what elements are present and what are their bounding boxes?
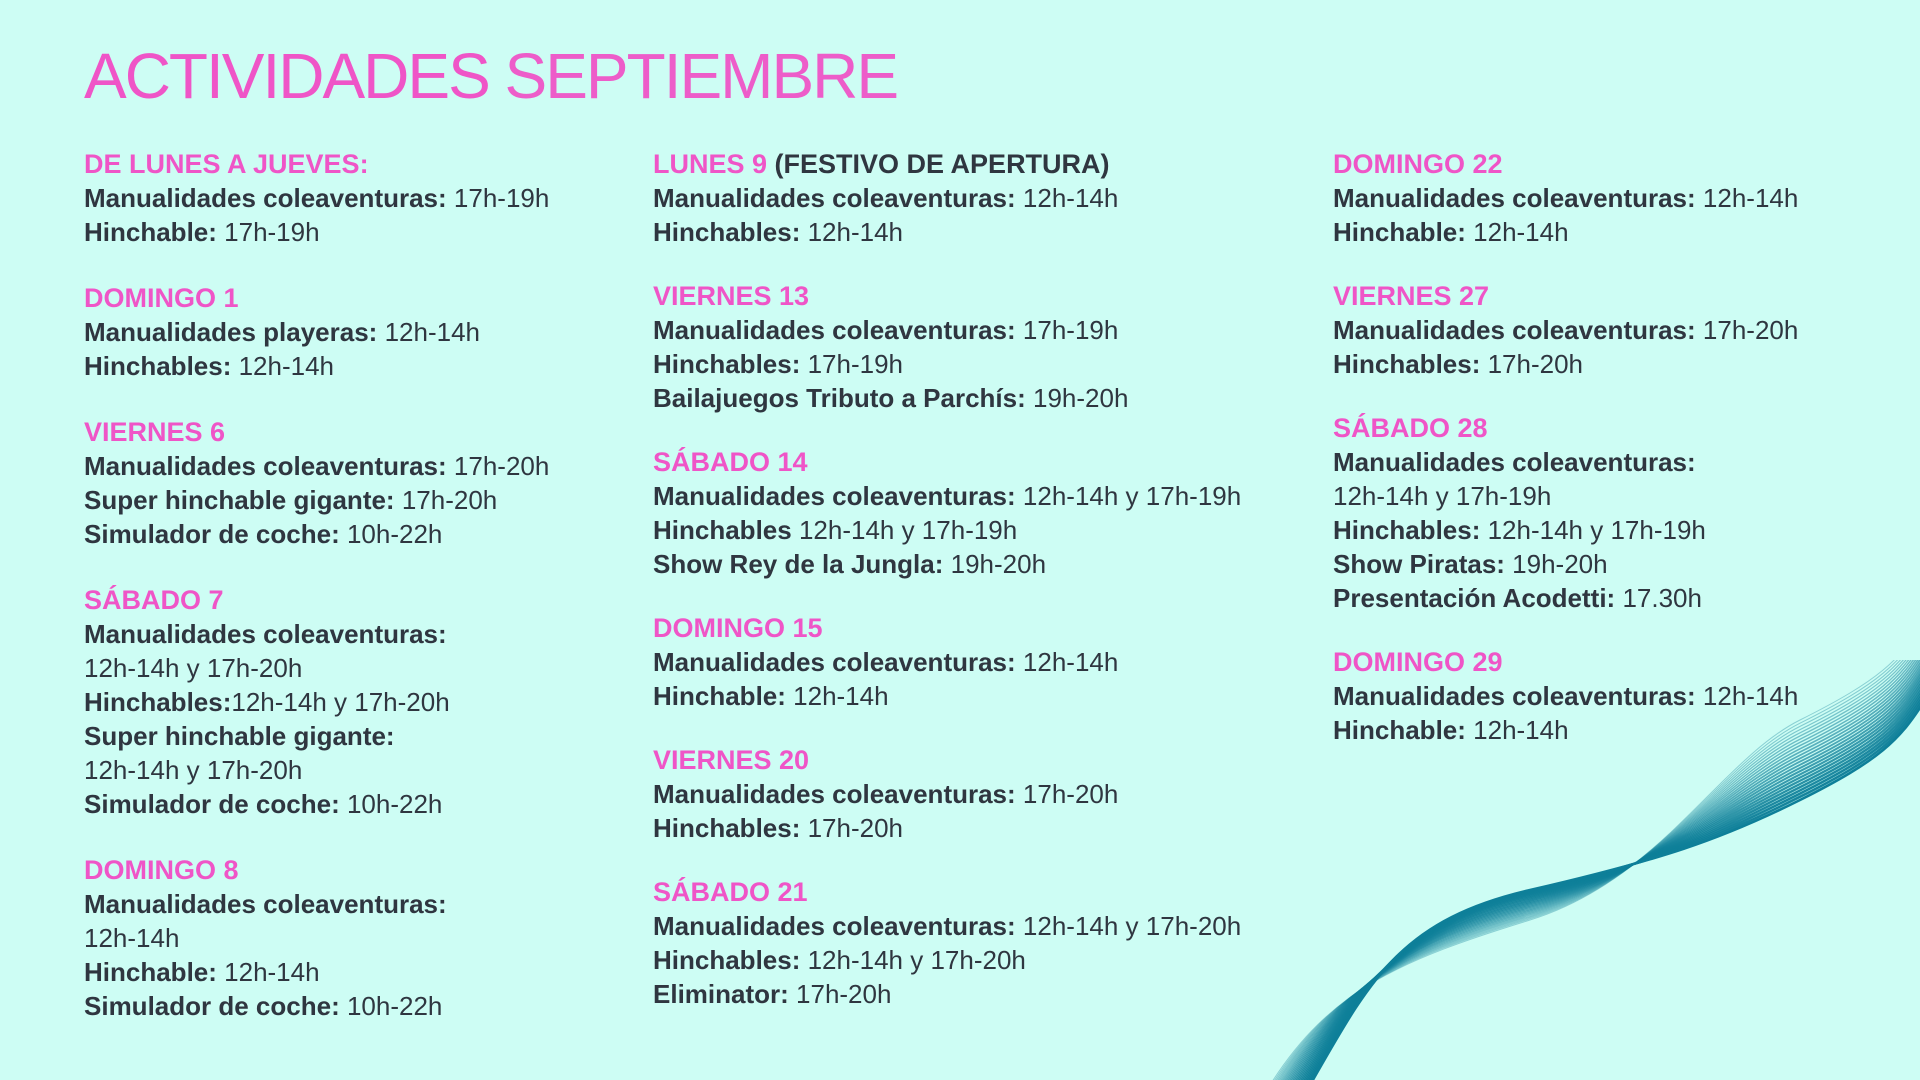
activity-line xyxy=(1333,347,1893,381)
activity-line xyxy=(84,753,644,787)
activity-time: 17h-20h xyxy=(1695,315,1799,345)
activity-name: Hinchables xyxy=(653,515,792,545)
day-heading xyxy=(653,445,1333,479)
activity-name: Super hinchable gigante: xyxy=(84,721,395,751)
activity-time: 19h-20h xyxy=(1504,549,1608,579)
activity-time: 17h-20h xyxy=(1015,779,1119,809)
wave-line xyxy=(1278,660,1920,1080)
activity-name: Super hinchable gigante: xyxy=(84,485,395,515)
activity-line xyxy=(84,617,644,651)
day-block xyxy=(84,583,644,821)
day-block xyxy=(1333,411,1893,615)
activity-line xyxy=(84,215,644,249)
title-activities: ACTIVIDADES xyxy=(84,40,489,112)
day-block xyxy=(653,147,1333,249)
activity-name: Hinchables: xyxy=(653,945,801,975)
activity-name: Hinchable: xyxy=(1333,217,1466,247)
day-heading xyxy=(84,281,644,315)
activity-time: 12h-14h y 17h-19h xyxy=(1480,515,1706,545)
activity-time: 12h-14h y 17h-19h xyxy=(1015,481,1242,511)
schedule-column-1 xyxy=(84,147,644,1055)
activity-line xyxy=(653,479,1333,513)
day-block xyxy=(84,147,644,249)
activity-name: Manualidades coleaventuras: xyxy=(1333,183,1696,213)
activity-name: Manualidades coleaventuras: xyxy=(84,451,447,481)
activity-time: 19h-20h xyxy=(943,549,1047,579)
activity-name: Hinchables: xyxy=(653,813,801,843)
activity-name: Simulador de coche: xyxy=(84,519,340,549)
activity-line xyxy=(84,315,644,349)
activity-name: Manualidades coleaventuras: xyxy=(653,315,1016,345)
activity-time: 12h-14h y 17h-20h xyxy=(800,945,1026,975)
activity-line xyxy=(84,651,644,685)
activity-line xyxy=(1333,581,1893,615)
title-month: SEPTIEMBRE xyxy=(504,40,898,112)
wave-line xyxy=(1273,660,1920,1080)
activity-time: 17h-19h xyxy=(446,183,550,213)
activity-time: 12h-14h xyxy=(377,317,480,347)
activity-time: 17.30h xyxy=(1615,583,1702,613)
day-block xyxy=(84,415,644,551)
day-heading xyxy=(653,147,1333,181)
activity-line xyxy=(653,215,1333,249)
day-heading xyxy=(84,147,644,181)
activity-name: Manualidades coleaventuras: xyxy=(84,889,447,919)
day-heading xyxy=(653,279,1333,313)
activity-name: Manualidades coleaventuras: xyxy=(84,183,447,213)
wave-line xyxy=(1272,660,1920,1080)
activity-time: 12h-14h y 17h-19h xyxy=(1333,481,1552,511)
day-heading xyxy=(84,583,644,617)
wave-line xyxy=(1307,694,1920,1080)
activity-name: Hinchables: xyxy=(653,217,801,247)
activity-name: Hinchables: xyxy=(653,349,801,379)
activity-name: Hinchables: xyxy=(84,351,232,381)
activity-time: 17h-19h xyxy=(1015,315,1119,345)
activity-time: 10h-22h xyxy=(339,519,443,549)
activity-name: Hinchable: xyxy=(84,957,217,987)
activity-name: Manualidades coleaventuras: xyxy=(653,481,1016,511)
day-heading xyxy=(1333,279,1893,313)
activity-line xyxy=(653,381,1333,415)
activity-line xyxy=(653,181,1333,215)
day-heading xyxy=(1333,147,1893,181)
day-heading-text: SÁBADO 28 xyxy=(1333,413,1488,443)
wave-line xyxy=(1305,690,1920,1080)
day-heading-text: LUNES 9 xyxy=(653,149,768,179)
activity-line xyxy=(1333,215,1893,249)
activity-name: Eliminator: xyxy=(653,979,789,1009)
day-heading-text: SÁBADO 21 xyxy=(653,877,808,907)
activity-line xyxy=(84,887,644,921)
day-block xyxy=(84,853,644,1023)
activity-line xyxy=(1333,445,1893,479)
activity-name: Hinchables: xyxy=(1333,515,1481,545)
activity-time: 12h-14h xyxy=(1465,217,1569,247)
activity-line xyxy=(84,921,644,955)
activity-name: Simulador de coche: xyxy=(84,789,340,819)
activity-line xyxy=(1333,479,1893,513)
activity-time: 17h-20h xyxy=(394,485,498,515)
activity-time: 12h-14h xyxy=(1695,183,1799,213)
activity-name: Manualidades coleaventuras: xyxy=(1333,447,1696,477)
activity-time: 17h-20h xyxy=(788,979,892,1009)
day-heading xyxy=(653,611,1333,645)
activity-time: 12h-14h y 17h-20h xyxy=(84,755,303,785)
day-heading-text: DOMINGO 1 xyxy=(84,283,239,313)
activity-line xyxy=(84,955,644,989)
day-heading-text: DOMINGO 15 xyxy=(653,613,823,643)
activity-time: 12h-14h y 17h-20h xyxy=(1015,911,1242,941)
activity-line xyxy=(653,547,1333,581)
activity-name: Hinchables: xyxy=(1333,349,1481,379)
day-heading xyxy=(84,415,644,449)
day-block xyxy=(1333,147,1893,249)
activity-name: Manualidades coleaventuras: xyxy=(84,619,447,649)
day-block xyxy=(84,281,644,383)
activity-line xyxy=(653,347,1333,381)
wave-line xyxy=(1304,687,1920,1080)
activity-line xyxy=(84,483,644,517)
activity-time: 17h-20h xyxy=(1480,349,1584,379)
day-heading-text: VIERNES 27 xyxy=(1333,281,1490,311)
activity-name: Manualidades coleaventuras: xyxy=(653,183,1016,213)
activity-time: 10h-22h xyxy=(339,789,443,819)
activity-time: 12h-14h y 17h-20h xyxy=(84,653,303,683)
activity-name: Simulador de coche: xyxy=(84,991,340,1021)
activity-time: 12h-14h xyxy=(1015,183,1119,213)
activity-line xyxy=(84,787,644,821)
day-heading-text: VIERNES 6 xyxy=(84,417,226,447)
activity-name: Hinchable: xyxy=(1333,715,1466,745)
activity-time: 12h-14h xyxy=(800,217,904,247)
activity-line xyxy=(1333,181,1893,215)
day-block xyxy=(653,279,1333,415)
activity-time: 17h-19h xyxy=(216,217,320,247)
day-block xyxy=(653,445,1333,581)
activity-line xyxy=(84,181,644,215)
activity-line xyxy=(1333,313,1893,347)
activity-name: Manualidades coleaventuras: xyxy=(653,647,1016,677)
page-title xyxy=(84,40,898,112)
activity-line xyxy=(653,313,1333,347)
day-heading-text: DOMINGO 22 xyxy=(1333,149,1503,179)
activity-name: Manualidades coleaventuras: xyxy=(653,779,1016,809)
activity-line xyxy=(1333,547,1893,581)
activity-line xyxy=(84,517,644,551)
activity-name: Manualidades coleaventuras: xyxy=(1333,681,1696,711)
activity-time: 17h-20h xyxy=(446,451,550,481)
activity-line xyxy=(653,513,1333,547)
wave-line xyxy=(1275,660,1920,1080)
day-heading-text: VIERNES 20 xyxy=(653,745,810,775)
day-heading-note: (FESTIVO DE APERTURA) xyxy=(767,149,1110,179)
activity-line xyxy=(84,685,644,719)
activity-time: 17h-19h xyxy=(800,349,904,379)
day-heading xyxy=(1333,411,1893,445)
day-heading-text: VIERNES 13 xyxy=(653,281,810,311)
activity-time: 12h-14h xyxy=(1695,681,1799,711)
activity-time: 10h-22h xyxy=(339,991,443,1021)
activity-line xyxy=(84,719,644,753)
activity-name: Show Rey de la Jungla: xyxy=(653,549,944,579)
wave-line xyxy=(1276,660,1920,1080)
activity-time: 12h-14h xyxy=(84,923,180,953)
activity-time: 12h-14h xyxy=(216,957,320,987)
activity-name: Presentación Acodetti: xyxy=(1333,583,1616,613)
activity-name: Manualidades coleaventuras: xyxy=(1333,315,1696,345)
activity-line xyxy=(84,989,644,1023)
activity-time: 12h-14h xyxy=(1015,647,1119,677)
activity-time: 12h-14h xyxy=(231,351,335,381)
activity-name: Bailajuegos Tributo a Parchís: xyxy=(653,383,1026,413)
decorative-wave-lines xyxy=(1200,660,1920,1080)
activity-name: Manualidades playeras: xyxy=(84,317,378,347)
activity-time: 12h-14h xyxy=(1465,715,1569,745)
day-block xyxy=(1333,279,1893,381)
activity-name: Hinchable: xyxy=(653,681,786,711)
activity-name: Hinchable: xyxy=(84,217,217,247)
activity-line xyxy=(1333,513,1893,547)
day-heading xyxy=(84,853,644,887)
day-heading-text: DE LUNES A JUEVES: xyxy=(84,149,369,179)
activity-name: Manualidades coleaventuras: xyxy=(653,911,1016,941)
activity-time: 12h-14h y 17h-20h xyxy=(231,687,450,717)
activity-line xyxy=(84,349,644,383)
activity-time: 19h-20h xyxy=(1025,383,1129,413)
activity-name: Show Piratas: xyxy=(1333,549,1505,579)
wave-line xyxy=(1270,660,1920,1080)
activity-name: Hinchables: xyxy=(84,687,232,717)
activity-time: 12h-14h xyxy=(785,681,889,711)
activity-time: 17h-20h xyxy=(800,813,904,843)
activity-time: 12h-14h y 17h-19h xyxy=(791,515,1018,545)
day-heading-text: DOMINGO 8 xyxy=(84,855,239,885)
day-heading-text: SÁBADO 14 xyxy=(653,447,808,477)
day-heading-text: DOMINGO 29 xyxy=(1333,647,1503,677)
day-heading-text: SÁBADO 7 xyxy=(84,585,224,615)
activity-line xyxy=(84,449,644,483)
